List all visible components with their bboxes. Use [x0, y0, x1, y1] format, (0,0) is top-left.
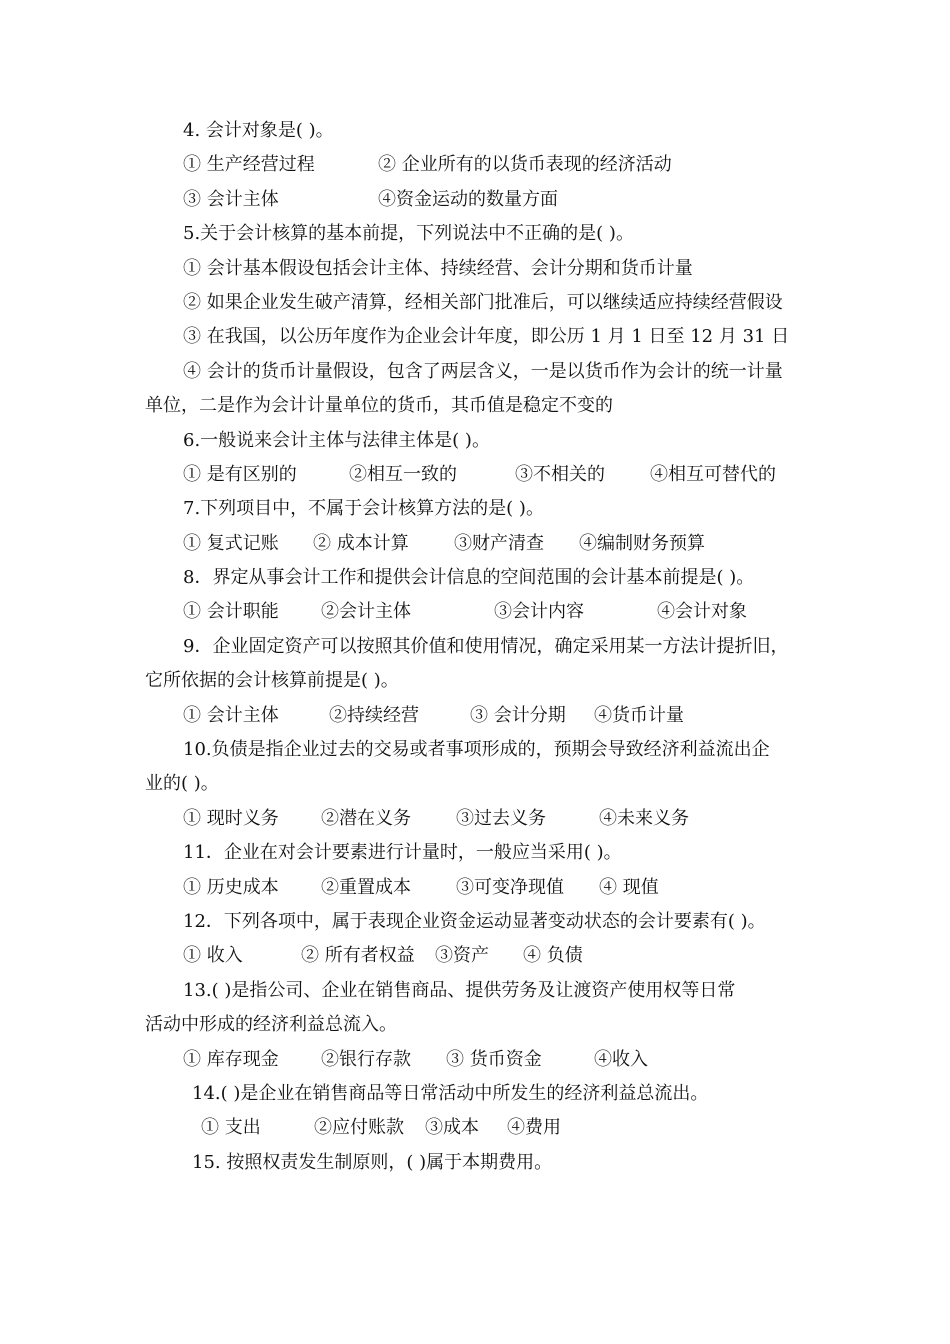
- answer-option: ① 现时义务: [183, 807, 279, 829]
- question-line: [0, 1146, 950, 1180]
- answer-option: ③可变净现值: [456, 876, 564, 898]
- question-text: 6.一般说来会计主体与法律主体是( )。: [183, 429, 490, 451]
- answer-options: [0, 939, 950, 973]
- answer-option: ④资金运动的数量方面: [378, 188, 558, 210]
- question-text: 13.( )是指公司、企业在销售商品、提供劳务及让渡资产使用权等日常: [183, 979, 736, 1001]
- question-text: ④ 会计的货币计量假设，包含了两层含义，一是以货币作为会计的统一计量: [183, 360, 783, 382]
- answer-option: ① 支出: [201, 1117, 261, 1139]
- answer-option: ④相互可替代的: [650, 463, 776, 485]
- answer-option: ③ 货币资金: [446, 1048, 542, 1070]
- question-text: 12．下列各项中，属于表现企业资金运动显著变动状态的会计要素有( )。: [183, 910, 766, 932]
- question-text: 14.( )是企业在销售商品等日常活动中所发生的经济利益总流出。: [192, 1082, 709, 1104]
- answer-option: ④编制财务预算: [579, 532, 705, 554]
- answer-option: ②银行存款: [321, 1048, 411, 1070]
- question-continuation: [0, 767, 950, 801]
- answer-option: ① 历史成本: [183, 876, 279, 898]
- answer-options: [0, 699, 950, 733]
- question-text: 活动中形成的经济利益总流入。: [145, 1014, 397, 1036]
- question-line: [0, 114, 950, 148]
- answer-options: [0, 183, 950, 217]
- answer-option: ④未来义务: [599, 807, 689, 829]
- answer-option: ③过去义务: [456, 807, 546, 829]
- answer-option: ③ 会计分期: [470, 704, 566, 726]
- question-line: [0, 561, 950, 595]
- question-line: [0, 836, 950, 870]
- question-line: [0, 286, 950, 320]
- answer-option: ① 会计职能: [183, 601, 279, 623]
- answer-option: ④货币计量: [594, 704, 684, 726]
- answer-option: ③财产清查: [454, 532, 544, 554]
- question-line: [0, 492, 950, 526]
- answer-option: ④会计对象: [657, 601, 747, 623]
- question-line: [0, 355, 950, 389]
- answer-options: [0, 527, 950, 561]
- question-line: [0, 252, 950, 286]
- answer-option: ②重置成本: [321, 876, 411, 898]
- answer-option: ② 所有者权益: [301, 945, 415, 967]
- question-text: 单位，二是作为会计计量单位的货币，其币值是稳定不变的: [145, 395, 613, 417]
- answer-option: ① 会计主体: [183, 704, 279, 726]
- answer-option: ① 复式记账: [183, 532, 279, 554]
- answer-options: [0, 802, 950, 836]
- answer-option: ②潜在义务: [321, 807, 411, 829]
- answer-option: ②持续经营: [329, 704, 419, 726]
- question-line: [0, 424, 950, 458]
- answer-option: ① 库存现金: [183, 1048, 279, 1070]
- question-line: [0, 630, 950, 664]
- question-continuation: [0, 664, 950, 698]
- answer-option: ① 收入: [183, 945, 243, 967]
- answer-options: [0, 1111, 950, 1145]
- question-text: 它所依据的会计核算前提是( )。: [145, 670, 399, 692]
- answer-option: ④ 现值: [599, 876, 659, 898]
- question-text: 7.下列项目中，不属于会计核算方法的是( )。: [183, 498, 544, 520]
- answer-option: ④收入: [594, 1048, 648, 1070]
- question-text: 10.负债是指企业过去的交易或者事项形成的，预期会导致经济利益流出企: [183, 739, 770, 761]
- answer-option: ④费用: [507, 1117, 561, 1139]
- question-line: [0, 1077, 950, 1111]
- question-line: [0, 320, 950, 354]
- answer-option: ④ 负债: [523, 945, 583, 967]
- answer-option: ③会计内容: [494, 601, 584, 623]
- answer-options: [0, 595, 950, 629]
- question-text: ③ 在我国，以公历年度作为企业会计年度，即公历 1 月 1 日至 12 月 31 日: [183, 326, 790, 348]
- answer-option: ② 企业所有的以货币表现的经济活动: [378, 154, 672, 176]
- answer-option: ②相互一致的: [349, 463, 457, 485]
- question-text: 业的( )。: [145, 773, 219, 795]
- question-text: 11．企业在对会计要素进行计量时，一般应当采用( )。: [183, 842, 622, 864]
- question-line: [0, 217, 950, 251]
- answer-option: ③不相关的: [515, 463, 605, 485]
- question-line: [0, 905, 950, 939]
- answer-options: [0, 871, 950, 905]
- question-continuation: [0, 1008, 950, 1042]
- answer-option: ③资产: [435, 945, 489, 967]
- question-text: ② 如果企业发生破产清算，经相关部门批准后，可以继续适应持续经营假设: [183, 291, 783, 313]
- answer-option: ② 成本计算: [313, 532, 409, 554]
- answer-option: ②会计主体: [321, 601, 411, 623]
- answer-option: ① 是有区别的: [183, 463, 297, 485]
- document-page: [0, 114, 950, 1180]
- question-line: [0, 733, 950, 767]
- question-text: 9．企业固定资产可以按照其价值和使用情况，确定采用某一方法计提折旧，: [183, 635, 789, 657]
- question-line: [0, 974, 950, 1008]
- question-text: 5.关于会计核算的基本前提，下列说法中不正确的是( )。: [183, 223, 634, 245]
- question-continuation: [0, 389, 950, 423]
- answer-option: ②应付账款: [314, 1117, 404, 1139]
- answer-options: [0, 1043, 950, 1077]
- question-text: 8．界定从事会计工作和提供会计信息的空间范围的会计基本前提是( )。: [183, 567, 755, 589]
- question-text: ① 会计基本假设包括会计主体、持续经营、会计分期和货币计量: [183, 257, 693, 279]
- answer-options: [0, 148, 950, 182]
- answer-option: ① 生产经营过程: [183, 154, 315, 176]
- answer-option: ③成本: [425, 1117, 479, 1139]
- question-text: 15. 按照权责发生制原则，( )属于本期费用。: [192, 1151, 553, 1173]
- answer-option: ③ 会计主体: [183, 188, 279, 210]
- question-text: 4. 会计对象是( )。: [183, 120, 334, 141]
- answer-options: [0, 458, 950, 492]
